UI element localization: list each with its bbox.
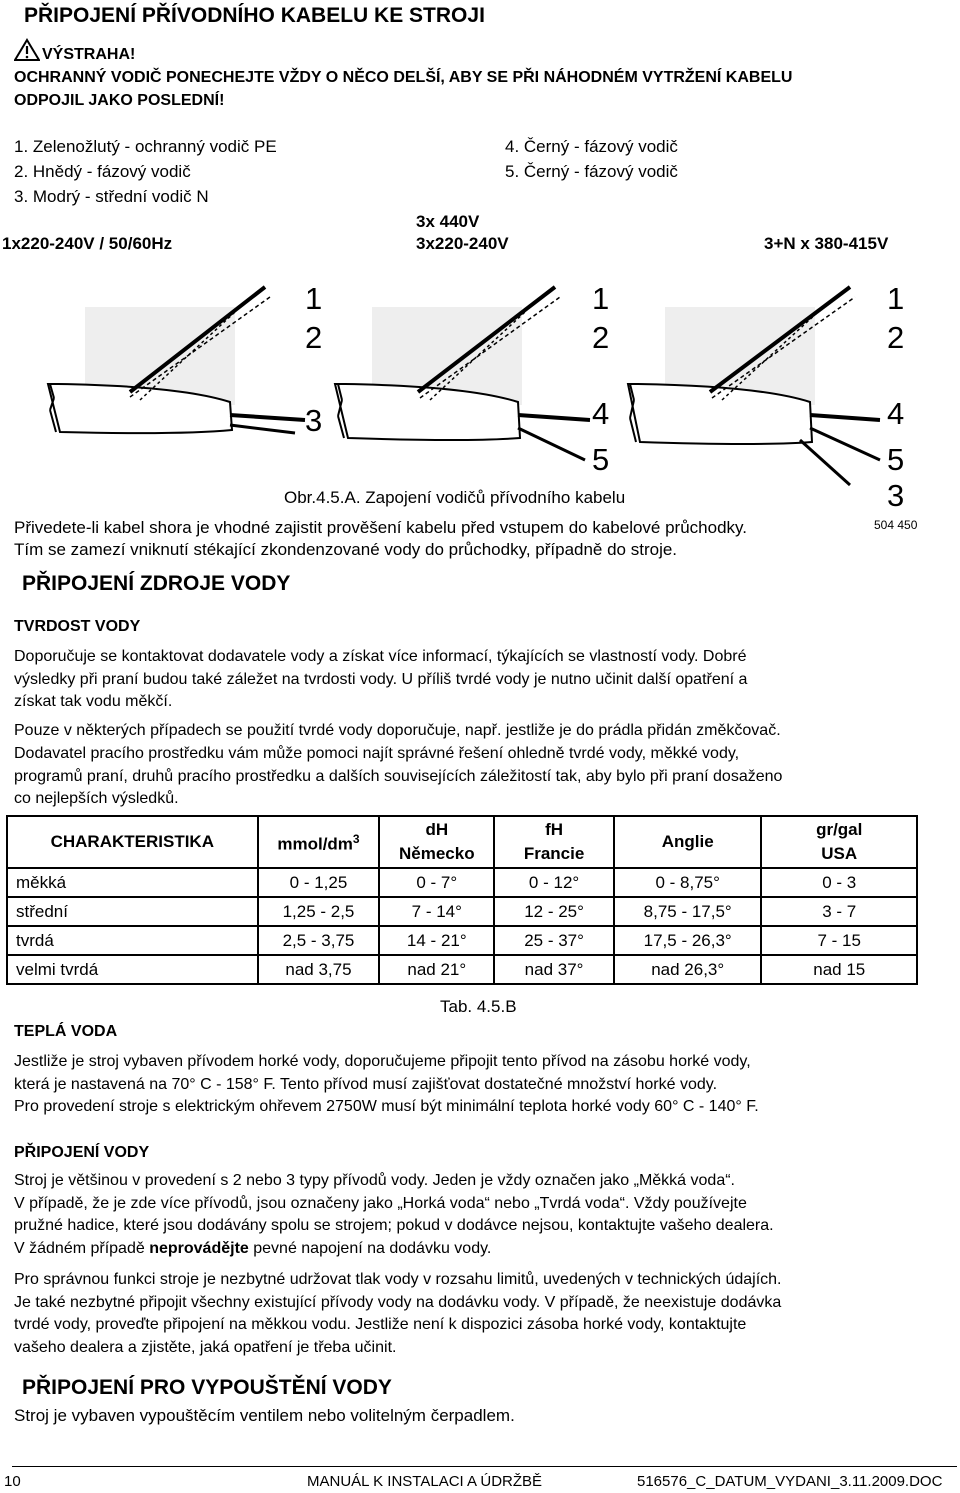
table-cell: tvrdá	[7, 926, 258, 955]
table-row	[7, 926, 917, 955]
table-cell: 14 - 21°	[379, 926, 494, 955]
table-header-grgal	[761, 816, 917, 868]
table-header-fh	[494, 816, 614, 868]
header-dh-country: Německo	[398, 844, 475, 863]
table-cell: 7 - 15	[761, 926, 917, 955]
table-cell: 1,25 - 2,5	[258, 897, 380, 926]
table-cell: 2,5 - 3,75	[258, 926, 380, 955]
wire-label-2-c: 2	[887, 320, 905, 355]
hardness-p1-line2: výsledky při praní budou také záležet na tvrdosti vody. U příliš tvrdé vody je nutno učinit další opatření a	[14, 670, 748, 688]
wire-legend-4: 4. Černý - fázový vodič	[505, 137, 678, 156]
subheading-hot-water: TEPLÁ VODA	[14, 1023, 118, 1040]
table-row	[7, 868, 917, 897]
water-conn-line2: V případě, že je zde více přívodů, jsou označeny jako „Horká voda“ nebo „Tvrdá voda“. Vždy používejte	[14, 1194, 747, 1212]
wire-label-3-c: 3	[887, 478, 905, 513]
table-cell: 0 - 1,25	[258, 868, 380, 897]
wire-label-4-c: 4	[887, 396, 905, 431]
water-conn-line4-end: pevné napojení na dodávku vody.	[248, 1239, 492, 1257]
water-conn-line1: Stroj je většinou v provedení s 2 nebo 3 typy přívodů vody. Jeden je vždy označen jako „Měkká voda“.	[14, 1172, 735, 1189]
voltage-label-three-phase-neutral: 3+N x 380-415V	[764, 234, 889, 253]
header-england-text: Anglie	[661, 832, 714, 851]
header-grgal-country: USA	[821, 844, 858, 863]
water-conn-p2-line1: Pro správnou funkci stroje je nezbytné udržovat tlak vody v rozsahu limitů, uvedených v technických údajích.	[14, 1271, 782, 1288]
wire-label-5-c: 5	[887, 442, 905, 477]
cable-diagram-three-phase	[335, 287, 590, 460]
table-cell: 0 - 12°	[494, 868, 614, 897]
water-conn-p2-line2: Je také nezbytné připojit všechny existující přívody vody na dodávku vody. V případě, že neexistuje dodávka	[14, 1293, 782, 1311]
wire-label-3-a: 3	[305, 403, 323, 438]
voltage-label-three-phase: 3x220-240V	[416, 234, 509, 253]
table-cell: 7 - 14°	[379, 897, 494, 926]
wire-label-1-a: 1	[305, 281, 323, 316]
hot-water-paragraph	[14, 1051, 934, 1119]
water-conn-p2-line4: vašeho dealera a zjistěte, jaká opatření je třeba učinit.	[14, 1338, 397, 1356]
figure-code: 504 450	[874, 518, 918, 532]
hardness-p3-line1: Dodavatel pracího prostředku vám může pomoci najít správné řešení ohledně tvrdé vody, měkké vody,	[14, 745, 740, 762]
wire-label-5-b: 5	[592, 442, 610, 477]
header-fh-unit: fH	[545, 820, 564, 839]
section-heading-drain: PŘIPOJENÍ PRO VYPOUŠTĚNÍ VODY	[22, 1376, 392, 1399]
table-cell: 25 - 37°	[494, 926, 614, 955]
table-caption: Tab. 4.5.B	[440, 997, 517, 1016]
table-cell: 0 - 3	[761, 868, 917, 897]
hardness-p2-line1: Pouze v některých případech se použití tvrdé vody doporučuje, např. jestliže je do prádla přidán změkčovač.	[14, 722, 781, 739]
warning-text-line1: OCHRANNÝ VODIČ PONECHEJTE VŽDY O NĚCO DELŠÍ, ABY SE PŘI NÁHODNÉM VYTRŽENÍ KABELU	[14, 69, 793, 86]
wire-legend-5: 5. Černý - fázový vodič	[505, 162, 678, 181]
header-grgal-unit: gr/gal	[816, 820, 863, 839]
hardness-paragraph-1	[14, 646, 934, 714]
warning-text-line2: ODPOJIL JAKO POSLEDNÍ!	[14, 92, 225, 109]
table-header-dh	[379, 816, 494, 868]
header-fh-country: Francie	[523, 844, 585, 863]
water-connection-paragraph-1	[14, 1170, 934, 1260]
table-row	[7, 897, 917, 926]
subheading-water-connection: PŘIPOJENÍ VODY	[14, 1144, 150, 1161]
table-cell: nad 21°	[379, 955, 494, 984]
section-heading-water-source: PŘIPOJENÍ ZDROJE VODY	[22, 572, 291, 595]
header-mmol-sup: 3	[352, 832, 360, 847]
footer-page-number: 10	[4, 1473, 21, 1490]
water-conn-line3: pružné hadice, které jsou dodávány spolu se strojem; pokud v dodávce nejsou, kontaktujte vašeho dealera.	[14, 1217, 774, 1234]
hardness-p1-line3: získat tak vodu měkčí.	[14, 693, 173, 710]
hardness-p3-line3: co nejlepších výsledků.	[14, 790, 179, 807]
table-cell: 3 - 7	[761, 897, 917, 926]
subheading-water-hardness: TVRDOST VODY	[14, 618, 141, 635]
hardness-p3-line2: programů praní, druhů pracího prostředku a dalších souvisejících záležitostí tak, aby bylo při praní dosaženo	[14, 767, 783, 785]
water-conn-p2-line3: tvrdé vody, proveďte připojení na měkkou vodu. Jestliže není k dispozici zásoba horké vody, kontaktujte	[14, 1316, 747, 1333]
cable-diagram-single-phase	[48, 287, 305, 433]
wire-label-2-a: 2	[305, 320, 323, 355]
warning-triangle-icon	[14, 38, 40, 62]
table-cell: 17,5 - 26,3°	[614, 926, 762, 955]
hot-water-line2: která je nastavená na 70° C - 158° F. Tento přívod musí zajišťovat dostatečné množství horké vody.	[14, 1075, 718, 1093]
table-cell: nad 26,3°	[614, 955, 762, 984]
table-cell: střední	[7, 897, 258, 926]
wire-label-2-b: 2	[592, 320, 610, 355]
table-cell: nad 37°	[494, 955, 614, 984]
hot-water-line1: Jestliže je stroj vybaven přívodem horké vody, doporučujeme připojit tento přívod na zásobu horké vody,	[14, 1053, 751, 1070]
water-conn-line4	[14, 1238, 934, 1261]
cable-wiring-figure	[0, 270, 960, 515]
header-mmol-text: mmol/dm	[277, 834, 353, 854]
table-cell: 8,75 - 17,5°	[614, 897, 762, 926]
page-title: PŘIPOJENÍ PŘÍVODNÍHO KABELU KE STROJI	[24, 4, 485, 27]
table-cell: měkká	[7, 868, 258, 897]
warning-title: VÝSTRAHA!	[42, 46, 136, 63]
drain-text: Stroj je vybaven vypouštěcím ventilem nebo volitelným čerpadlem.	[14, 1406, 515, 1425]
hardness-p1-line1: Doporučuje se kontaktovat dodavatele vody a získat více informací, týkajících se vlastností vody. Dobré	[14, 648, 747, 665]
table-row	[7, 955, 917, 984]
table-cell: nad 3,75	[258, 955, 380, 984]
footer-divider	[12, 1466, 957, 1467]
voltage-label-single-phase: 1x220-240V / 50/60Hz	[2, 234, 173, 253]
hardness-paragraph-3	[14, 743, 934, 811]
header-dh-unit: dH	[425, 820, 449, 839]
water-connection-paragraph-2	[14, 1269, 934, 1359]
table-cell: 0 - 7°	[379, 868, 494, 897]
table-header-mmol	[258, 816, 380, 868]
table-header-england	[614, 816, 762, 868]
table-header-row	[7, 816, 917, 868]
wire-legend-1: 1. Zelenožlutý - ochranný vodič PE	[14, 137, 277, 156]
wire-legend-2: 2. Hnědý - fázový vodič	[14, 162, 191, 181]
table-cell: velmi tvrdá	[7, 955, 258, 984]
hot-water-line3: Pro provedení stroje s elektrickým ohřevem 2750W musí být minimální teplota horké vody 60° C - 140° F.	[14, 1098, 759, 1115]
footer-manual-title: MANUÁL K INSTALACI A ÚDRŽBĚ	[307, 1473, 543, 1490]
table-cell: nad 15	[761, 955, 917, 984]
water-conn-line4-start: V žádném případě	[14, 1239, 150, 1257]
cable-diagram-three-phase-neutral	[628, 287, 880, 485]
wire-label-1-c: 1	[887, 281, 905, 316]
header-characteristic-text: CHARAKTERISTIKA	[50, 832, 214, 851]
table-cell: 0 - 8,75°	[614, 868, 762, 897]
water-hardness-table	[6, 815, 918, 985]
wire-label-4-b: 4	[592, 396, 610, 431]
table-header-characteristic	[7, 816, 258, 868]
hardness-paragraph-2	[14, 720, 934, 743]
cable-note-line2: Tím se zamezí vniknutí stékající zkondenzované vody do průchodky, případně do stroje.	[14, 540, 678, 559]
voltage-label-440: 3x 440V	[416, 212, 480, 231]
wire-legend-3: 3. Modrý - střední vodič N	[14, 187, 209, 206]
table-cell: 12 - 25°	[494, 897, 614, 926]
figure-caption: Obr.4.5.A. Zapojení vodičů přívodního kabelu	[284, 488, 626, 507]
wire-label-1-b: 1	[592, 281, 610, 316]
water-conn-emphasis: neprovádějte	[149, 1239, 249, 1257]
footer-document-id: 516576_C_DATUM_VYDANI_3.11.2009.DOC	[637, 1473, 943, 1490]
cable-note-line1: Přivedete-li kabel shora je vhodné zajistit prověšení kabelu před vstupem do kabelové průchodky.	[14, 518, 747, 537]
